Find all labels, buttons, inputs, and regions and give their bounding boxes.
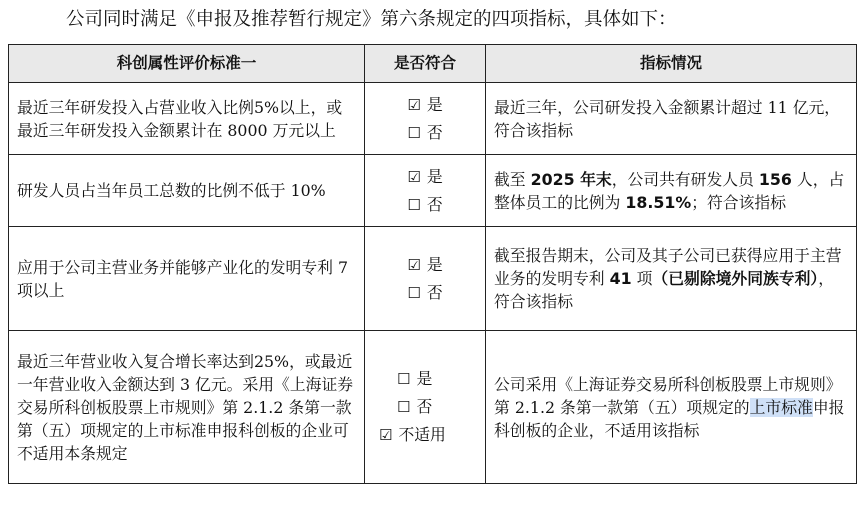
- option-not-applicable: ☑ 不适用: [379, 425, 446, 444]
- compliance-cell: [365, 331, 486, 484]
- checkbox-empty-icon: ☐: [407, 283, 421, 302]
- option-yes: ☐ 是: [397, 369, 433, 388]
- option-yes: ☑ 是: [407, 254, 443, 274]
- checkbox-empty-icon: ☐: [407, 123, 421, 142]
- option-yes: ☑ 是: [407, 94, 443, 114]
- table-header-row: [9, 45, 857, 83]
- checkbox-checked-icon: ☑: [407, 95, 421, 114]
- header-criterion: 科创属性评价标准一: [9, 45, 365, 83]
- compliance-cell: [365, 155, 486, 227]
- criterion-cell: 最近三年研发投入占营业收入比例5%以上，或最近三年研发投入金额累计在 8000 万元以上: [9, 83, 365, 155]
- table-row: [9, 227, 857, 331]
- status-cell: 最近三年，公司研发投入金额累计超过 11 亿元，符合该指标: [486, 83, 857, 155]
- table-row: [9, 331, 857, 484]
- option-no: ☐ 否: [397, 397, 433, 416]
- checkbox-empty-icon: ☐: [397, 370, 411, 388]
- status-cell: 公司采用《上海证券交易所科创板股票上市规则》第 2.1.2 条第一款第（五）项规定的上市标准申报科创板的企业，不适用该指标: [486, 331, 857, 484]
- option-no: ☐ 否: [407, 194, 443, 214]
- compliance-cell: [365, 227, 486, 331]
- checkbox-checked-icon: ☑: [407, 255, 421, 274]
- criterion-cell: 研发人员占当年员工总数的比例不低于 10%: [9, 155, 365, 227]
- criterion-cell: 应用于公司主营业务并能够产业化的发明专利 7 项以上: [9, 227, 365, 331]
- intro-paragraph: 公司同时满足《申报及推荐暂行规定》第六条规定的四项指标，具体如下：: [66, 9, 677, 30]
- compliance-cell: [365, 83, 486, 155]
- checkbox-empty-icon: ☐: [407, 195, 421, 214]
- header-status: 指标情况: [486, 45, 857, 83]
- highlighted-text: 上市标准: [749, 397, 813, 417]
- header-compliance: 是否符合: [365, 45, 486, 83]
- checkbox-empty-icon: ☐: [397, 398, 411, 416]
- option-no: ☐ 否: [407, 122, 443, 142]
- table-row: [9, 155, 857, 227]
- option-no: ☐ 否: [407, 282, 443, 302]
- checkbox-checked-icon: ☑: [379, 426, 393, 444]
- status-cell: 截至 2025 年末，公司共有研发人员 156 人，占整体员工的比例为 18.51%；符合该指标: [486, 155, 857, 227]
- status-cell: 截至报告期末，公司及其子公司已获得应用于主营业务的发明专利 41 项（已剔除境外同族专利），符合该指标: [486, 227, 857, 331]
- option-yes: ☑ 是: [407, 166, 443, 186]
- checkbox-checked-icon: ☑: [407, 167, 421, 186]
- table-row: [9, 83, 857, 155]
- criterion-cell: 最近三年营业收入复合增长率达到25%，或最近一年营业收入金额达到 3 亿元。采用《上海证券交易所科创板股票上市规则》第 2.1.2 条第一款第（五）项规定的上市标准申报科创板的企业可不适用本条规定: [9, 331, 365, 484]
- criteria-table: [8, 44, 857, 484]
